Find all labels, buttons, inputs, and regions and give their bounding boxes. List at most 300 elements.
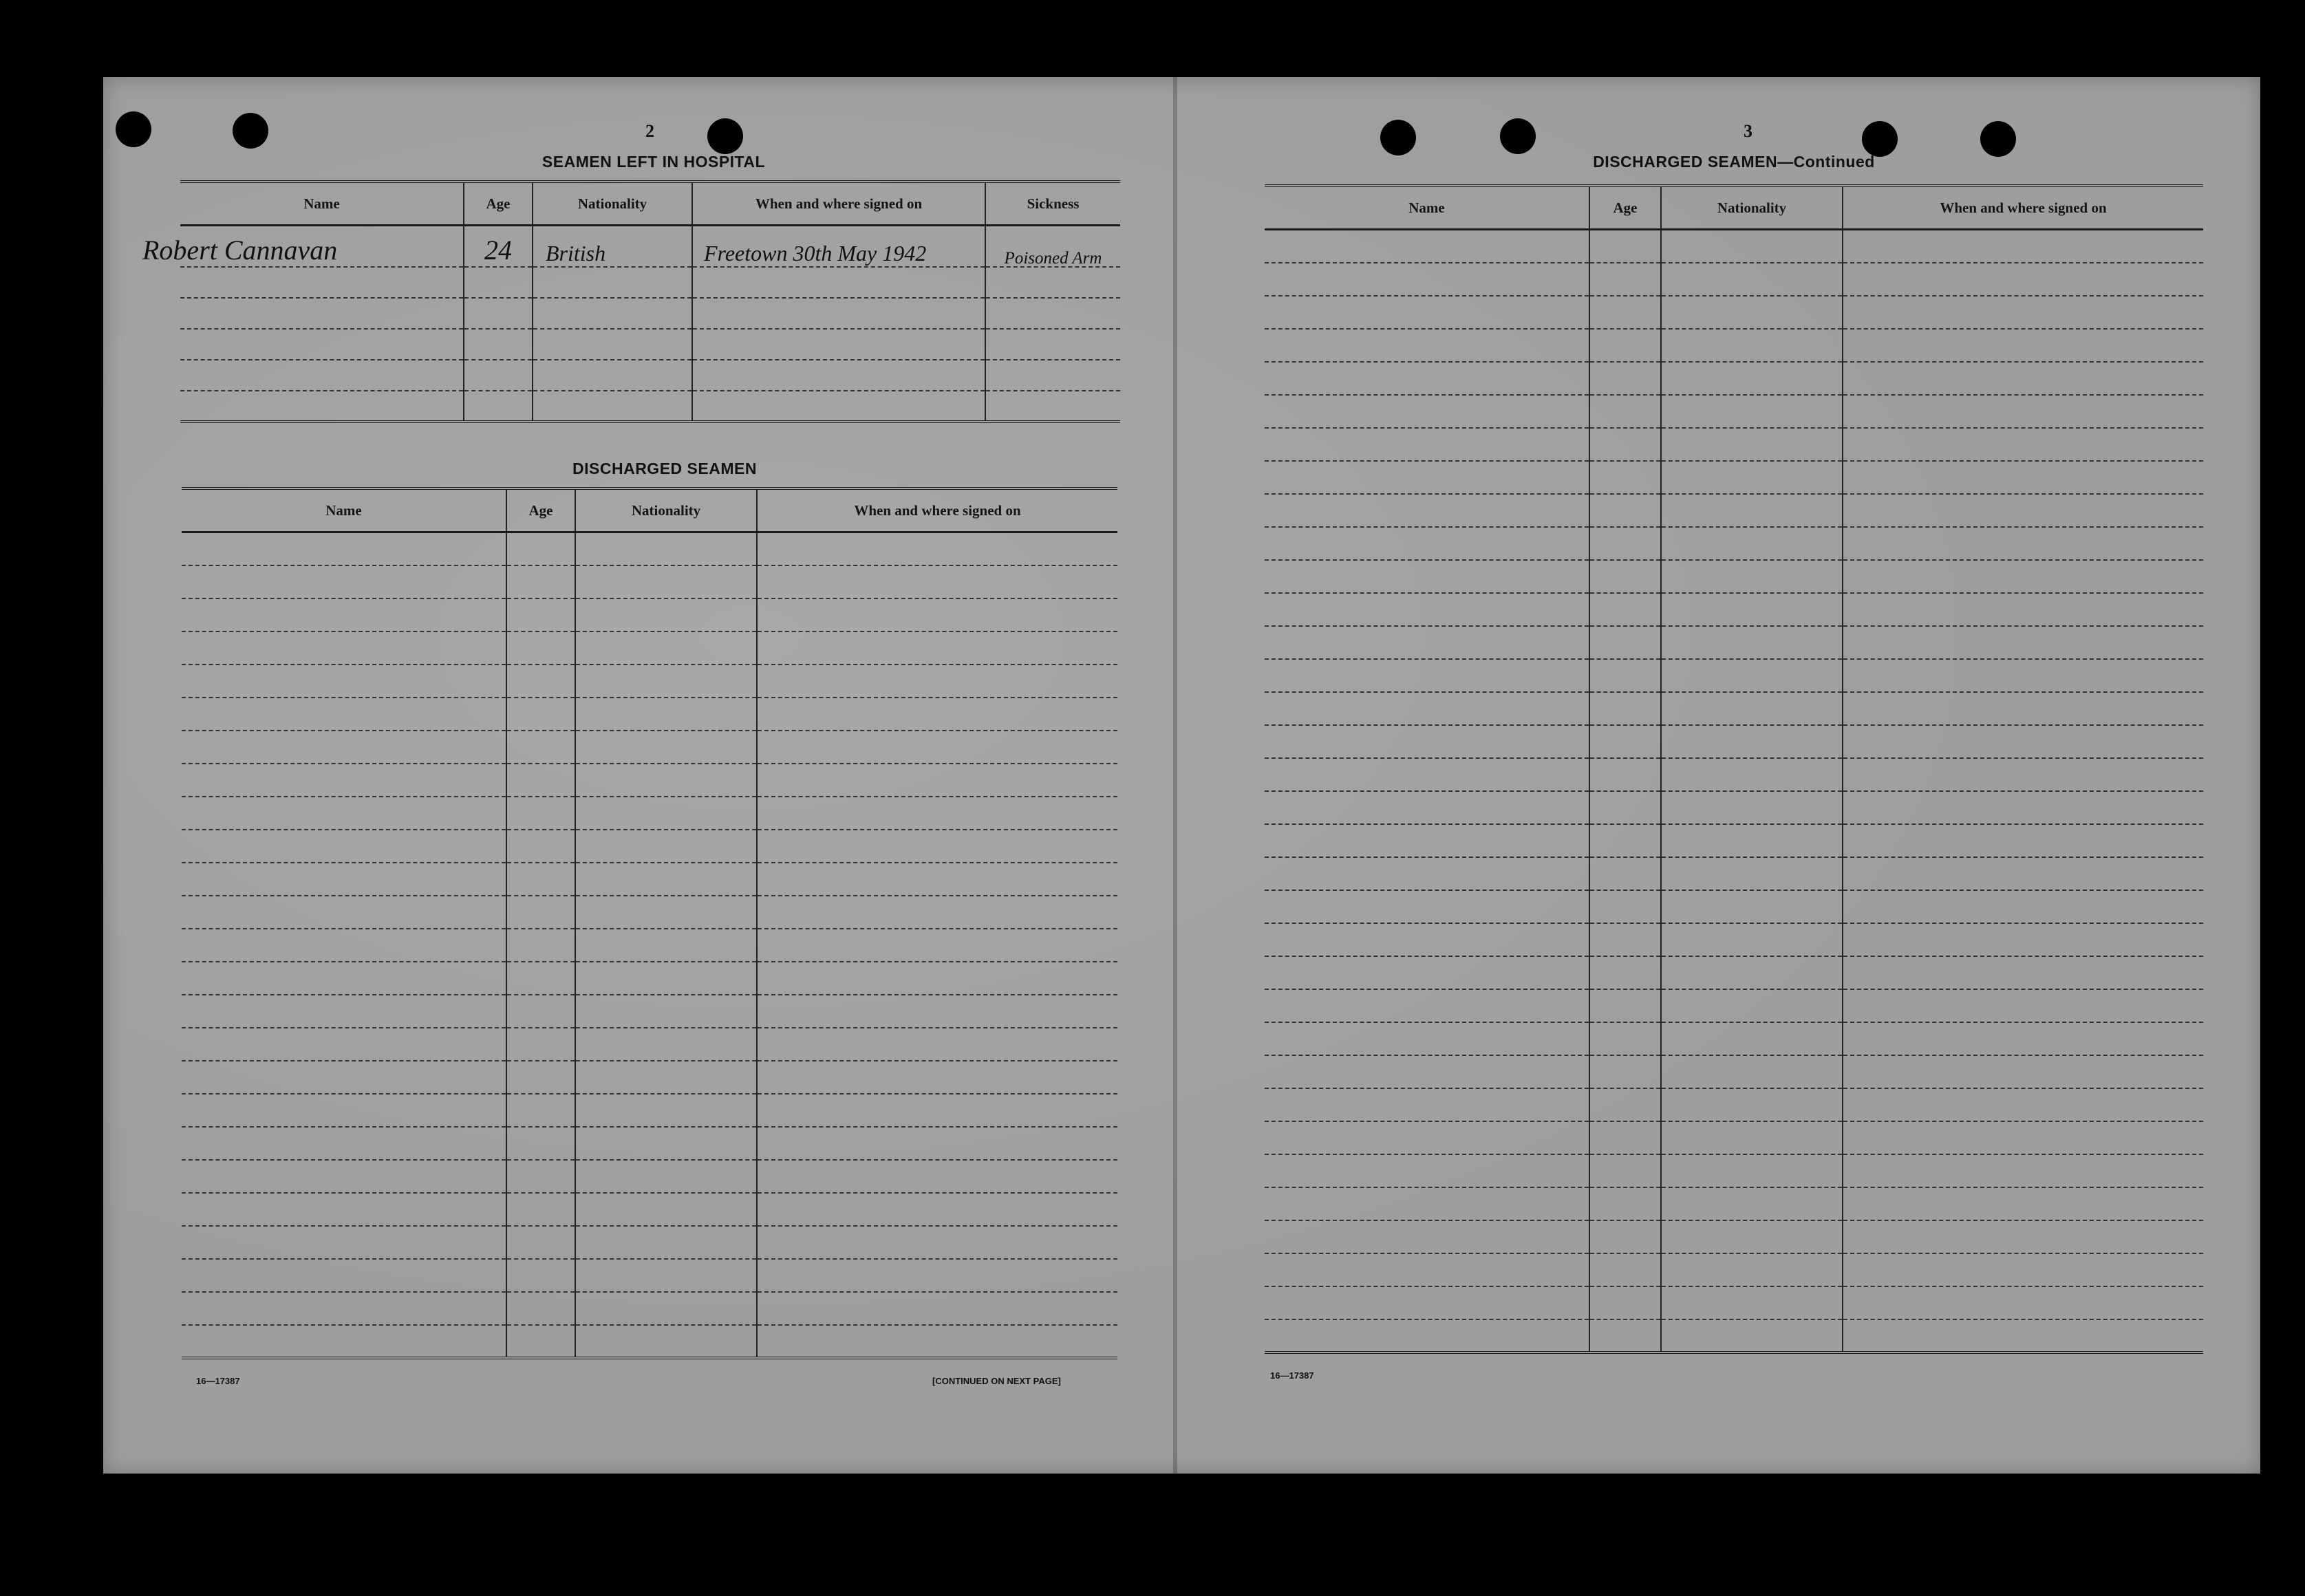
table-row xyxy=(182,565,1117,598)
table-cell xyxy=(506,632,575,665)
table-row xyxy=(180,391,1120,422)
table-cell xyxy=(575,764,757,797)
table-row xyxy=(1265,230,2203,263)
hospital-table-title: SEAMEN LEFT IN HOSPITAL xyxy=(542,153,766,171)
table-cell xyxy=(1843,626,2203,659)
table-cell xyxy=(1589,329,1661,362)
table-cell xyxy=(1843,395,2203,428)
table-cell xyxy=(506,1094,575,1127)
table-row xyxy=(180,360,1120,391)
table-cell xyxy=(1843,296,2203,329)
table-cell xyxy=(1589,659,1661,692)
table-cell xyxy=(1843,1055,2203,1088)
table-cell xyxy=(757,1259,1117,1292)
table-cell xyxy=(182,1193,506,1226)
table-cell xyxy=(182,1292,506,1325)
table-cell xyxy=(1265,1319,1589,1352)
punch-hole xyxy=(1980,121,2016,157)
table-cell xyxy=(1843,1022,2203,1055)
table-cell xyxy=(1661,956,1843,989)
table-cell xyxy=(1661,1088,1843,1121)
discharged-header-row xyxy=(182,488,1117,532)
table-row xyxy=(1265,1055,2203,1088)
table-cell xyxy=(757,731,1117,764)
punch-hole xyxy=(1500,118,1536,154)
table-cell xyxy=(1843,923,2203,956)
table-cell xyxy=(757,764,1117,797)
table-cell xyxy=(1661,296,1843,329)
table-cell xyxy=(506,1127,575,1160)
table-cell xyxy=(1265,527,1589,560)
table-row xyxy=(182,962,1117,995)
table-cell xyxy=(1843,527,2203,560)
table-row xyxy=(1265,395,2203,428)
table-cell xyxy=(1589,791,1661,824)
table-cell xyxy=(1661,527,1843,560)
table-cell xyxy=(1843,593,2203,626)
table-cell xyxy=(757,565,1117,598)
table-row xyxy=(182,1226,1117,1259)
table-cell xyxy=(182,830,506,863)
table-cell xyxy=(1843,461,2203,494)
table-cell xyxy=(757,1325,1117,1358)
table-row xyxy=(182,698,1117,731)
table-cell xyxy=(506,1028,575,1061)
table-cell xyxy=(757,1160,1117,1193)
page-number-right: 3 xyxy=(1744,121,1752,141)
table-cell xyxy=(182,1226,506,1259)
table-cell xyxy=(1589,362,1661,395)
continued-note: [CONTINUED ON NEXT PAGE] xyxy=(932,1376,1061,1386)
table-cell xyxy=(1843,692,2203,725)
table-cell xyxy=(506,565,575,598)
table-cell xyxy=(757,1061,1117,1094)
table-cell xyxy=(575,598,757,632)
table-cell xyxy=(182,1160,506,1193)
discharged-continued-header-row xyxy=(1265,186,2203,230)
table-row xyxy=(1265,1088,2203,1121)
table-row xyxy=(182,1094,1117,1127)
table-row xyxy=(1265,428,2203,461)
form-code-right: 16—17387 xyxy=(1270,1370,1314,1381)
table-cell xyxy=(182,764,506,797)
table-cell xyxy=(1843,725,2203,758)
page-number-left: 2 xyxy=(645,121,654,141)
table-row xyxy=(1265,593,2203,626)
table-cell xyxy=(506,1061,575,1094)
table-cell xyxy=(575,1094,757,1127)
table-cell xyxy=(182,1028,506,1061)
table-cell xyxy=(1589,857,1661,890)
table-cell xyxy=(1843,659,2203,692)
table-cell xyxy=(1589,890,1661,923)
table-cell xyxy=(1265,758,1589,791)
table-cell xyxy=(182,665,506,698)
table-cell xyxy=(1589,1022,1661,1055)
table-cell xyxy=(1661,230,1843,263)
table-cell xyxy=(1265,1088,1589,1121)
table-row xyxy=(180,329,1120,360)
table-cell xyxy=(575,532,757,565)
table-cell xyxy=(1843,1319,2203,1352)
column-header-signed-on: When and where signed on xyxy=(757,488,1117,532)
punch-hole xyxy=(1862,121,1898,157)
table-cell xyxy=(1843,560,2203,593)
table-cell xyxy=(1265,428,1589,461)
handwritten-name: Robert Cannavan xyxy=(142,226,426,267)
column-header-nationality: Nationality xyxy=(1661,186,1843,230)
discharged-continued-title: DISCHARGED SEAMEN—Continued xyxy=(1593,153,1875,171)
table-row xyxy=(1265,527,2203,560)
table-cell xyxy=(1843,758,2203,791)
table-row xyxy=(182,532,1117,565)
table-cell xyxy=(1661,1253,1843,1286)
table-cell xyxy=(575,830,757,863)
table-cell xyxy=(1661,725,1843,758)
table-cell xyxy=(1843,1121,2203,1154)
table-cell xyxy=(1589,1055,1661,1088)
discharged-table-title: DISCHARGED SEAMEN xyxy=(572,460,757,477)
table-cell xyxy=(506,665,575,698)
table-cell xyxy=(575,1292,757,1325)
table-cell xyxy=(1265,1286,1589,1319)
table-cell xyxy=(506,1193,575,1226)
table-row xyxy=(1265,791,2203,824)
table-cell xyxy=(506,863,575,896)
table-cell xyxy=(1589,494,1661,527)
table-cell xyxy=(575,1325,757,1358)
table-cell xyxy=(1265,1055,1589,1088)
hospital-table xyxy=(142,180,1120,423)
column-header-name: Name xyxy=(1265,186,1589,230)
table-row xyxy=(1265,1187,2203,1220)
table-cell xyxy=(1589,263,1661,296)
table-row xyxy=(182,632,1117,665)
table-cell xyxy=(1265,1187,1589,1220)
table-cell xyxy=(1843,362,2203,395)
table-cell xyxy=(575,863,757,896)
table-cell xyxy=(757,1292,1117,1325)
table-cell xyxy=(575,698,757,731)
table-row xyxy=(1265,362,2203,395)
table-cell xyxy=(757,995,1117,1028)
table-cell xyxy=(1843,329,2203,362)
table-cell xyxy=(1589,461,1661,494)
table-cell xyxy=(575,632,757,665)
table-row xyxy=(1265,989,2203,1022)
table-cell xyxy=(506,598,575,632)
table-cell xyxy=(1265,560,1589,593)
table-cell xyxy=(1265,230,1589,263)
table-cell xyxy=(506,1160,575,1193)
table-row xyxy=(1265,824,2203,857)
discharged-continued-table xyxy=(1265,184,2203,1354)
table-cell xyxy=(1589,1319,1661,1352)
table-cell xyxy=(575,995,757,1028)
table-cell xyxy=(1843,824,2203,857)
table-row xyxy=(1265,692,2203,725)
table-cell xyxy=(575,1127,757,1160)
table-cell xyxy=(1661,692,1843,725)
table-cell xyxy=(506,1325,575,1358)
table-cell xyxy=(182,995,506,1028)
table-cell xyxy=(1265,989,1589,1022)
punch-hole xyxy=(707,118,743,154)
table-row xyxy=(182,896,1117,929)
table-cell xyxy=(1265,725,1589,758)
table-cell xyxy=(1589,593,1661,626)
table-cell xyxy=(182,929,506,962)
table-cell xyxy=(506,1292,575,1325)
table-row xyxy=(1265,1154,2203,1187)
table-cell xyxy=(1843,1154,2203,1187)
column-header-sickness: Sickness xyxy=(985,182,1120,226)
table-cell xyxy=(506,532,575,565)
column-header-signed-on: When and where signed on xyxy=(692,182,985,226)
table-cell xyxy=(1265,593,1589,626)
table-row xyxy=(1265,857,2203,890)
table-cell xyxy=(1265,494,1589,527)
table-row xyxy=(1265,1220,2203,1253)
table-cell xyxy=(575,1160,757,1193)
table-cell xyxy=(757,929,1117,962)
table-cell xyxy=(1661,1154,1843,1187)
table-cell xyxy=(1661,593,1843,626)
table-cell xyxy=(757,598,1117,632)
table-cell xyxy=(757,1127,1117,1160)
table-cell xyxy=(506,929,575,962)
handwritten-signed-on: Freetown 30th May 1942 xyxy=(692,226,985,267)
table-cell xyxy=(1661,560,1843,593)
table-cell xyxy=(1661,659,1843,692)
table-cell xyxy=(1589,692,1661,725)
table-row xyxy=(182,665,1117,698)
punch-hole xyxy=(233,113,268,149)
table-cell xyxy=(1265,461,1589,494)
table-cell xyxy=(182,632,506,665)
table-row xyxy=(1265,263,2203,296)
table-cell xyxy=(1265,1253,1589,1286)
form-code-left: 16—17387 xyxy=(196,1376,240,1386)
table-cell xyxy=(1589,758,1661,791)
table-cell xyxy=(1661,989,1843,1022)
table-cell xyxy=(1265,692,1589,725)
table-cell xyxy=(182,797,506,830)
table-cell xyxy=(757,1193,1117,1226)
column-header-signed-on: When and where signed on xyxy=(1843,186,2203,230)
table-cell xyxy=(1843,1220,2203,1253)
table-cell xyxy=(1661,461,1843,494)
table-cell xyxy=(1589,395,1661,428)
table-cell xyxy=(1661,890,1843,923)
table-row xyxy=(182,830,1117,863)
table-row xyxy=(182,995,1117,1028)
table-cell xyxy=(1265,857,1589,890)
table-cell xyxy=(1843,494,2203,527)
table-cell xyxy=(1661,494,1843,527)
table-cell xyxy=(182,1325,506,1358)
table-cell xyxy=(757,962,1117,995)
table-cell xyxy=(1589,725,1661,758)
table-cell xyxy=(757,896,1117,929)
table-cell xyxy=(1843,1187,2203,1220)
table-cell xyxy=(1589,626,1661,659)
table-cell xyxy=(1661,1220,1843,1253)
table-cell xyxy=(575,896,757,929)
table-cell xyxy=(1265,362,1589,395)
table-cell xyxy=(506,830,575,863)
table-cell xyxy=(1843,230,2203,263)
table-cell xyxy=(757,632,1117,665)
table-row xyxy=(182,929,1117,962)
table-cell xyxy=(1265,956,1589,989)
table-cell xyxy=(1589,428,1661,461)
table-cell xyxy=(1589,230,1661,263)
table-cell xyxy=(1265,395,1589,428)
table-row xyxy=(182,797,1117,830)
table-cell xyxy=(1843,1286,2203,1319)
table-row xyxy=(1265,296,2203,329)
table-cell xyxy=(1589,527,1661,560)
punch-hole xyxy=(116,111,151,147)
table-row xyxy=(1265,1319,2203,1352)
table-cell xyxy=(1661,395,1843,428)
discharged-table xyxy=(182,487,1117,1359)
table-cell xyxy=(1661,1121,1843,1154)
table-cell xyxy=(1661,329,1843,362)
table-cell xyxy=(1265,923,1589,956)
punch-hole xyxy=(1380,120,1416,155)
table-cell xyxy=(1661,428,1843,461)
table-cell xyxy=(182,598,506,632)
table-cell xyxy=(1661,1286,1843,1319)
column-header-nationality: Nationality xyxy=(533,182,692,226)
table-row xyxy=(1265,725,2203,758)
table-cell xyxy=(1843,791,2203,824)
table-row xyxy=(1265,1253,2203,1286)
table-cell xyxy=(575,797,757,830)
table-cell xyxy=(182,1094,506,1127)
table-cell xyxy=(1661,1187,1843,1220)
table-cell xyxy=(757,1226,1117,1259)
table-cell xyxy=(1265,659,1589,692)
table-cell xyxy=(1265,824,1589,857)
table-cell xyxy=(575,929,757,962)
table-row xyxy=(180,226,1120,267)
table-cell xyxy=(1843,1253,2203,1286)
table-cell xyxy=(1589,824,1661,857)
table-cell xyxy=(1265,791,1589,824)
table-cell xyxy=(506,896,575,929)
table-cell xyxy=(1589,1121,1661,1154)
table-cell xyxy=(757,830,1117,863)
table-cell xyxy=(1661,1055,1843,1088)
table-cell xyxy=(575,1028,757,1061)
table-row xyxy=(182,1193,1117,1226)
table-cell xyxy=(1843,263,2203,296)
table-cell xyxy=(575,1061,757,1094)
table-row xyxy=(1265,659,2203,692)
table-row xyxy=(1265,956,2203,989)
table-cell xyxy=(1661,362,1843,395)
table-cell xyxy=(182,863,506,896)
table-cell xyxy=(182,896,506,929)
table-row xyxy=(182,1160,1117,1193)
table-cell xyxy=(182,532,506,565)
table-cell xyxy=(575,665,757,698)
handwritten-sickness: Poisoned Arm xyxy=(985,226,1120,267)
table-cell xyxy=(1265,1022,1589,1055)
table-cell xyxy=(506,797,575,830)
column-header-age: Age xyxy=(464,182,533,226)
table-row xyxy=(1265,758,2203,791)
table-cell xyxy=(506,995,575,1028)
table-cell xyxy=(575,962,757,995)
table-cell xyxy=(1589,1286,1661,1319)
table-row xyxy=(1265,1022,2203,1055)
table-cell xyxy=(1265,626,1589,659)
table-cell xyxy=(1589,296,1661,329)
table-row xyxy=(182,1292,1117,1325)
table-cell xyxy=(1661,758,1843,791)
table-cell xyxy=(1661,1319,1843,1352)
table-cell xyxy=(1265,296,1589,329)
hospital-header-row xyxy=(180,182,1120,226)
table-cell xyxy=(1589,923,1661,956)
table-cell xyxy=(182,962,506,995)
table-cell xyxy=(506,698,575,731)
table-cell xyxy=(1589,989,1661,1022)
table-row xyxy=(182,731,1117,764)
table-cell xyxy=(1843,428,2203,461)
column-header-nationality: Nationality xyxy=(575,488,757,532)
table-cell xyxy=(1843,890,2203,923)
table-cell xyxy=(575,565,757,598)
table-row xyxy=(180,267,1120,298)
table-cell xyxy=(1265,1154,1589,1187)
table-row xyxy=(182,1061,1117,1094)
table-cell xyxy=(1843,956,2203,989)
table-row xyxy=(1265,461,2203,494)
table-row xyxy=(182,1325,1117,1358)
table-row xyxy=(182,598,1117,632)
table-cell xyxy=(1265,890,1589,923)
table-cell xyxy=(1661,791,1843,824)
table-cell xyxy=(506,731,575,764)
table-row xyxy=(182,863,1117,896)
column-header-age: Age xyxy=(1589,186,1661,230)
table-row xyxy=(1265,1286,2203,1319)
table-cell xyxy=(506,764,575,797)
page-fold xyxy=(1173,77,1177,1474)
column-header-name: Name xyxy=(182,488,506,532)
table-cell xyxy=(1589,1220,1661,1253)
table-cell xyxy=(1589,1088,1661,1121)
table-cell xyxy=(1589,1154,1661,1187)
table-cell xyxy=(1589,560,1661,593)
table-row xyxy=(182,1127,1117,1160)
table-cell xyxy=(1589,956,1661,989)
table-cell xyxy=(182,565,506,598)
table-cell xyxy=(757,863,1117,896)
table-row xyxy=(1265,1121,2203,1154)
column-header-name: Name xyxy=(180,182,464,226)
table-row xyxy=(1265,923,2203,956)
table-cell xyxy=(506,962,575,995)
table-row xyxy=(180,298,1120,329)
handwritten-nationality: British xyxy=(533,226,692,267)
table-cell xyxy=(182,1259,506,1292)
